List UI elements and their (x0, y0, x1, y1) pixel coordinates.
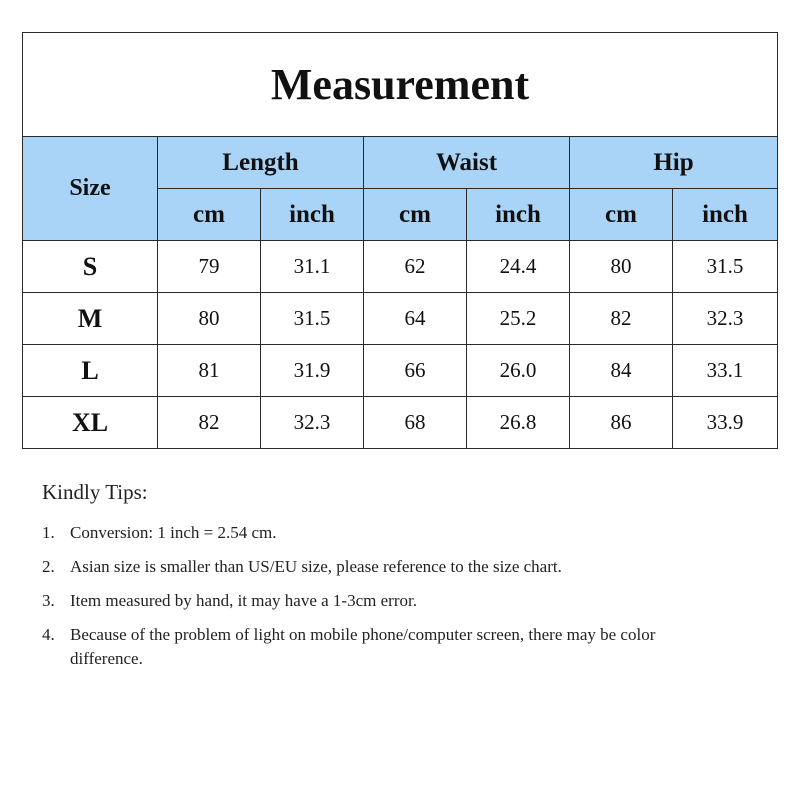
length-header: Length (158, 137, 364, 189)
table-row (23, 293, 778, 345)
tip-number: 4. (42, 625, 55, 644)
hip-cm-cell: 80 (570, 241, 673, 293)
list-item (42, 623, 772, 671)
tip-text: Because of the problem of light on mobile phone/computer screen, there may be color difference. (70, 625, 656, 668)
length-inch-cell: 31.9 (261, 345, 364, 397)
waist-inch-cell: 24.4 (467, 241, 570, 293)
length-inch-cell: 31.1 (261, 241, 364, 293)
hip-cm-cell: 84 (570, 345, 673, 397)
kindly-tips (42, 480, 772, 681)
waist-inch-cell: 26.8 (467, 397, 570, 449)
size-chart-table (22, 32, 778, 449)
list-item (42, 589, 772, 613)
length-cm-cell: 82 (158, 397, 261, 449)
tip-number: 1. (42, 523, 55, 542)
waist-inch-cell: 26.0 (467, 345, 570, 397)
waist-inch-header: inch (467, 189, 570, 241)
length-cm-header: cm (158, 189, 261, 241)
tip-number: 3. (42, 591, 55, 610)
waist-cm-cell: 62 (364, 241, 467, 293)
hip-inch-cell: 32.3 (673, 293, 778, 345)
length-inch-header: inch (261, 189, 364, 241)
size-label: XL (23, 397, 158, 449)
size-label: M (23, 293, 158, 345)
waist-cm-cell: 66 (364, 345, 467, 397)
hip-inch-cell: 31.5 (673, 241, 778, 293)
size-column-header: Size (23, 137, 158, 241)
waist-cm-cell: 64 (364, 293, 467, 345)
table-row (23, 241, 778, 293)
table-row (23, 345, 778, 397)
waist-cm-cell: 68 (364, 397, 467, 449)
hip-cm-cell: 82 (570, 293, 673, 345)
waist-header: Waist (364, 137, 570, 189)
length-inch-cell: 31.5 (261, 293, 364, 345)
tips-list (42, 521, 772, 671)
hip-inch-cell: 33.9 (673, 397, 778, 449)
size-label: L (23, 345, 158, 397)
table-row (23, 397, 778, 449)
tip-text: Asian size is smaller than US/EU size, please reference to the size chart. (70, 557, 562, 576)
hip-cm-header: cm (570, 189, 673, 241)
waist-inch-cell: 25.2 (467, 293, 570, 345)
tip-text: Conversion: 1 inch = 2.54 cm. (70, 523, 277, 542)
tip-number: 2. (42, 557, 55, 576)
hip-inch-header: inch (673, 189, 778, 241)
length-inch-cell: 32.3 (261, 397, 364, 449)
size-label: S (23, 241, 158, 293)
hip-header: Hip (570, 137, 778, 189)
waist-cm-header: cm (364, 189, 467, 241)
hip-cm-cell: 86 (570, 397, 673, 449)
length-cm-cell: 81 (158, 345, 261, 397)
list-item (42, 521, 772, 545)
chart-title: Measurement (23, 33, 778, 137)
hip-inch-cell: 33.1 (673, 345, 778, 397)
length-cm-cell: 79 (158, 241, 261, 293)
tip-text: Item measured by hand, it may have a 1-3cm error. (70, 591, 417, 610)
length-cm-cell: 80 (158, 293, 261, 345)
tips-title: Kindly Tips: (42, 480, 148, 504)
list-item (42, 555, 772, 579)
